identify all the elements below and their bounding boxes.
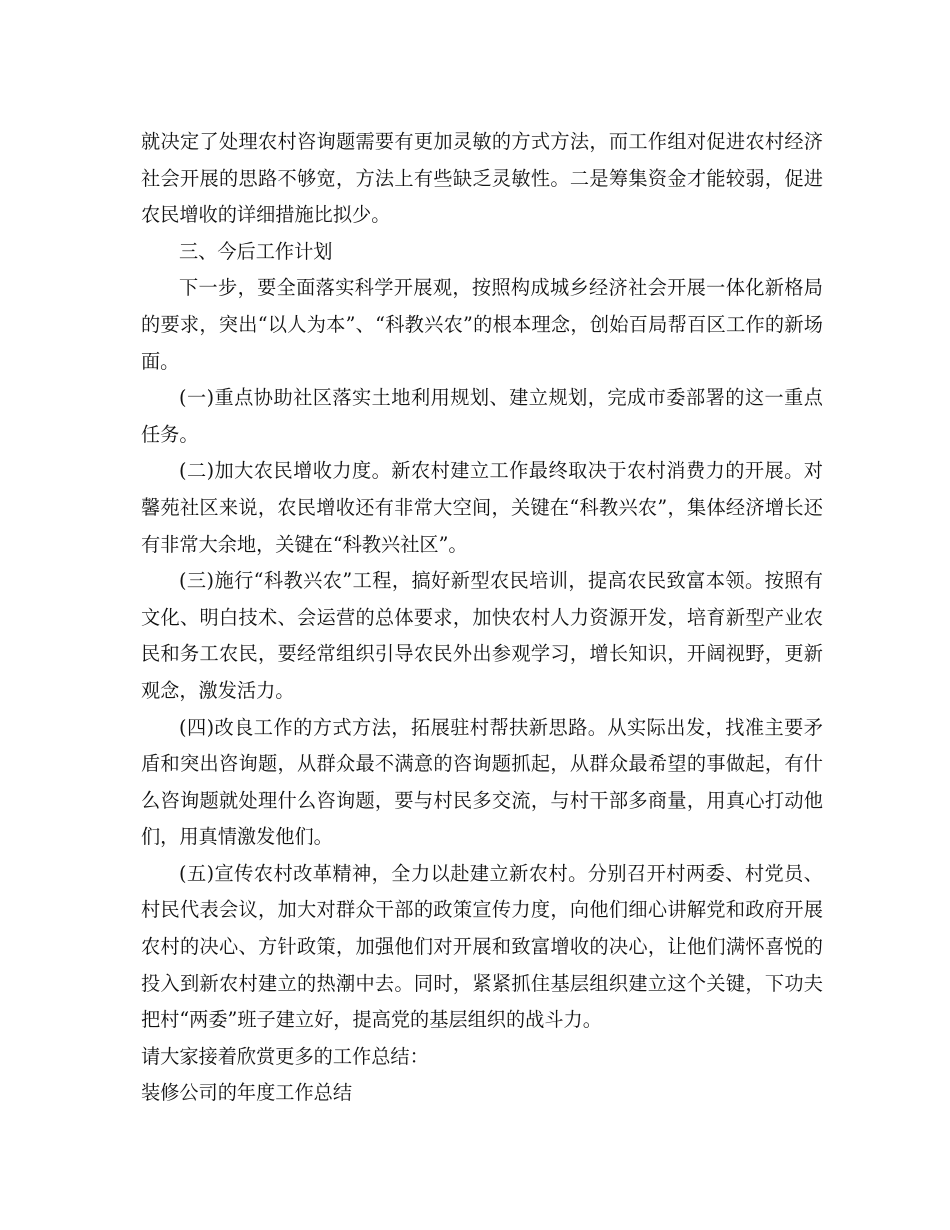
paragraph-item-5: (五)宣传农村改革精神，全力以赴建立新农村。分别召开村两委、村党员、村民代表会议，加大对群众干部的政策宣传力度，向他们细心讲解党和政府开展农村的决心、方针政策，加强他们对开展和致富增收的决心，让他们满怀喜悦的投入到新农村建立的热潮中去。同时，紧紧抓住基层组织建立这个关键，下功夫把村“两委”班子建立好，提高党的基层组织的战斗力。	[141, 861, 823, 1032]
closing-invitation: 请大家接着欣赏更多的工作总结：	[141, 1044, 429, 1068]
paragraph-item-1: (一)重点协助社区落实土地利用规划、建立规划，完成市委部署的这一重点任务。	[141, 386, 823, 446]
paragraph-item-4: (四)改良工作的方式方法，拓展驻村帮扶新思路。从实际出发，找准主要矛盾和突出咨询题，从群众最不满意的咨询题抓起，从群众最希望的事做起，有什么咨询题就处理什么咨询题，要与村民多交流，与村干部多商量，用真心打动他们，用真情激发他们。	[141, 715, 823, 849]
paragraph-next-steps: 下一步，要全面落实科学开展观，按照构成城乡经济社会开展一体化新格局的要求，突出“以人为本”、“科教兴农”的根本理念，创始百局帮百区工作的新场面。	[141, 276, 823, 373]
paragraph-item-3: (三)施行“科教兴农”工程，搞好新型农民培训，提高农民致富本领。按照有文化、明白技术、会运营的总体要求，加快农村人力资源开发，培育新型产业农民和务工农民，要经常组织引导农民外出参观学习，增长知识，开阔视野，更新观念，激发活力。	[141, 569, 823, 702]
paragraph-item-2: (二)加大农民增收力度。新农村建立工作最终取决于农村消费力的开展。对馨苑社区来说，农民增收还有非常大空间，关键在“科教兴农”，集体经济增长还有非常大余地，关键在“科教兴社区”。	[141, 459, 823, 556]
section-heading-future-plan: 三、今后工作计划	[179, 239, 333, 263]
document-body	[141, 124, 823, 1112]
paragraph-funding-issues: 就决定了处理农村咨询题需要有更加灵敏的方式方法，而工作组对促进农村经济社会开展的思路不够宽，方法上有些缺乏灵敏性。二是筹集资金才能较弱，促进农民增收的详细措施比拟少。	[141, 130, 823, 227]
related-article-link[interactable]: 装修公司的年度工作总结	[141, 1081, 353, 1105]
